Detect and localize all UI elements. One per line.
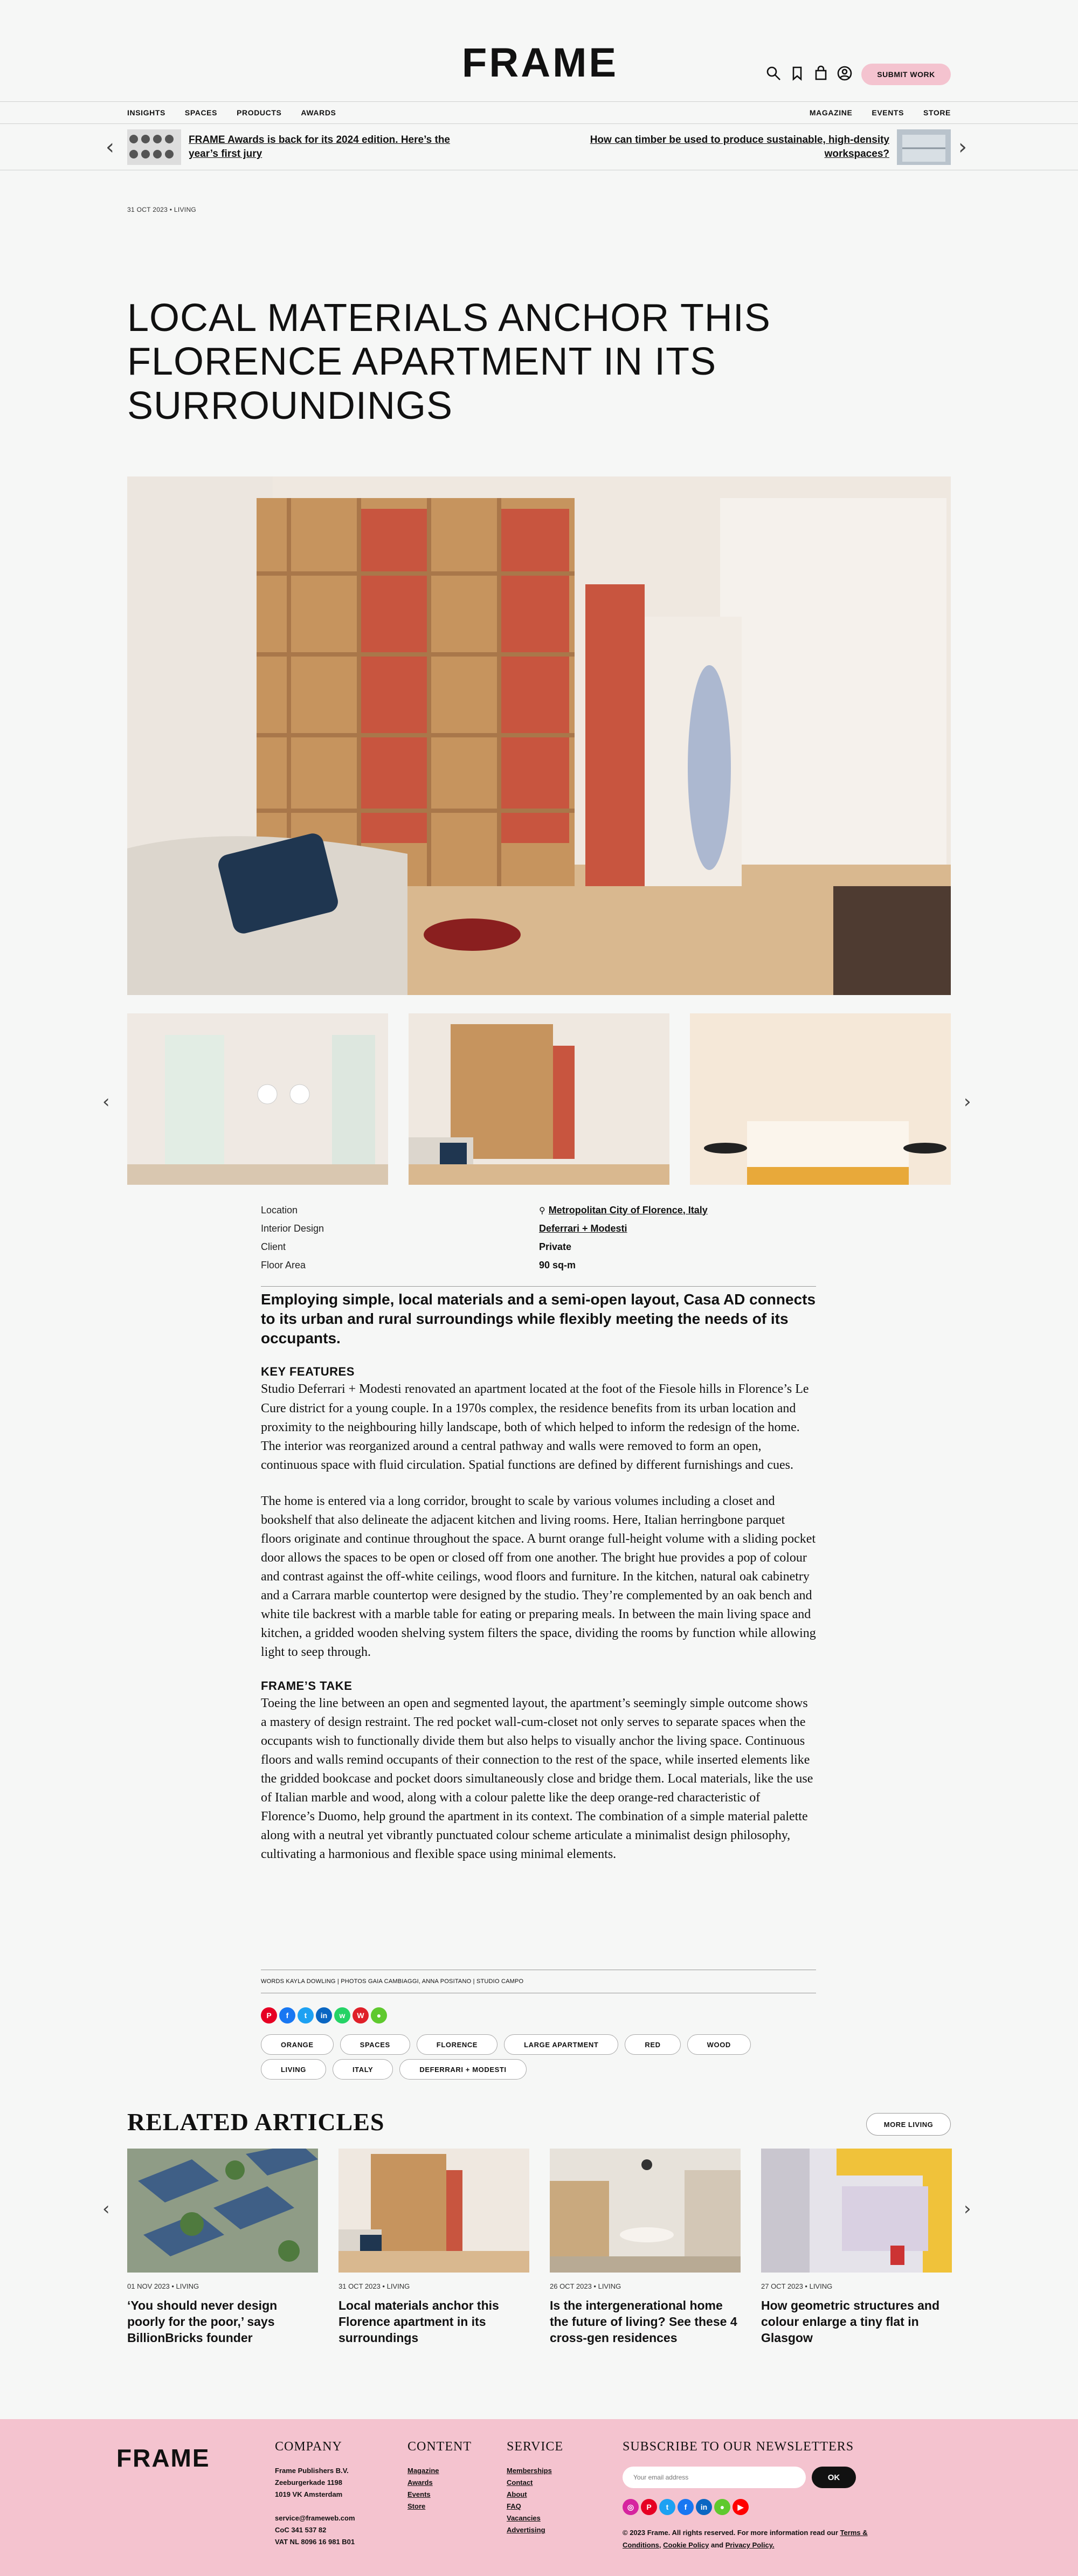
facebook-icon[interactable]: f bbox=[279, 2007, 295, 2023]
svg-text:FRAME: FRAME bbox=[461, 44, 619, 82]
weibo-icon[interactable]: W bbox=[353, 2007, 369, 2023]
article-dateline: 31 OCT 2023 • LIVING bbox=[127, 206, 197, 213]
promo-link-right[interactable]: How can timber be used to produce sustainable, high-density workspaces? bbox=[590, 134, 889, 160]
privacy-link[interactable]: Privacy Policy. bbox=[725, 2540, 775, 2549]
nav-store[interactable]: STORE bbox=[923, 108, 951, 117]
footer-link[interactable]: Awards bbox=[407, 2478, 433, 2487]
main-nav bbox=[0, 101, 1078, 124]
footer-link[interactable]: FAQ bbox=[507, 2502, 521, 2511]
bookmark-icon[interactable] bbox=[789, 65, 805, 81]
chevron-left-icon[interactable]: ‹ bbox=[106, 135, 114, 160]
hero-image bbox=[127, 476, 951, 995]
youtube-icon[interactable]: ▶ bbox=[733, 2499, 749, 2515]
header-icons bbox=[765, 63, 853, 84]
company-line: Zeeburgerkade 1198 bbox=[275, 2478, 343, 2487]
article-credits: WORDS KAYLA DOWLING | PHOTOS GAIA CAMBIAGGI, ANNA POSITANO | STUDIO CAMPO bbox=[261, 1970, 816, 1993]
footer-link[interactable]: About bbox=[507, 2490, 527, 2499]
twitter-icon[interactable]: t bbox=[298, 2007, 314, 2023]
meta-label: Floor Area bbox=[261, 1259, 306, 1270]
related-card[interactable] bbox=[338, 2149, 529, 2346]
promo-item-right[interactable] bbox=[584, 129, 951, 165]
project-meta bbox=[261, 1201, 816, 1274]
footer-rights: © 2023 Frame. All rights reserved. For more information read our Terms & Conditions, Cookie Policy and Privacy Policy. bbox=[623, 2529, 868, 2549]
meta-value: 90 sq-m bbox=[539, 1259, 576, 1270]
promo-item-left[interactable] bbox=[127, 129, 472, 165]
bag-icon[interactable] bbox=[813, 65, 829, 81]
card-date: 26 OCT 2023 • LIVING bbox=[550, 2282, 621, 2290]
gallery-thumbnails[interactable] bbox=[127, 1013, 951, 1185]
nav-awards[interactable]: AWARDS bbox=[301, 108, 336, 117]
pinterest-icon[interactable]: P bbox=[641, 2499, 657, 2515]
tag-chip[interactable]: LIVING bbox=[261, 2059, 326, 2080]
linkedin-icon[interactable]: in bbox=[316, 2007, 332, 2023]
rights-and: and bbox=[711, 2540, 724, 2549]
wechat-icon[interactable]: ● bbox=[371, 2007, 387, 2023]
footer-company bbox=[275, 2440, 355, 2549]
related-card[interactable] bbox=[550, 2149, 741, 2346]
meta-label: Interior Design bbox=[261, 1223, 324, 1234]
twitter-icon[interactable]: t bbox=[659, 2499, 675, 2515]
tag-chip[interactable]: ITALY bbox=[333, 2059, 393, 2080]
nav-spaces[interactable]: SPACES bbox=[184, 108, 218, 117]
card-title[interactable]: Is the intergenerational home the future of living? See these 4 cross-gen residences bbox=[550, 2298, 737, 2345]
article-lede: Employing simple, local materials and a semi-open layout, Casa AD connects to its urban and rural surroundings while flexibly meeting the needs of its occupants. bbox=[261, 1291, 816, 1346]
location-link[interactable]: Metropolitan City of Florence, Italy bbox=[548, 1204, 708, 1216]
footer-heading: CONTENT bbox=[407, 2440, 472, 2454]
share-icons bbox=[261, 2007, 387, 2025]
newsletter-email-input[interactable] bbox=[623, 2467, 806, 2488]
promo-thumbnail bbox=[897, 129, 951, 165]
paragraph: Studio Deferrari + Modesti renovated an apartment located at the foot of the Fiesole hills in Florence’s Le Cure district for a young couple. In a 1970s complex, the residence benefits from its urban location and proximity to the neighbouring hilly landscape, both of which helped to inform the redesign of the home. The interior was reorganized around a central pathway and walls were removed to form an open, continuous space with fluid circulation. Spatial functions are defined by different furnishings and cues. bbox=[261, 1382, 809, 1472]
gallery-prev-icon[interactable]: ‹ bbox=[102, 1091, 110, 1113]
related-prev-icon[interactable]: ‹ bbox=[102, 2198, 110, 2220]
meta-designer bbox=[261, 1219, 816, 1238]
paragraph: The home is entered via a long corridor, brought to scale by various volumes including a closet and bookshelf that also delineate the adjacent kitchen and living rooms. Here, Italian herringbone parquet floors originate and continue throughout the space. A burnt orange full-height volume with a sliding pocket door allows the spaces to be open or closed off from one another. The bright hue provides a pop of colour and contrast against the off-white ceilings, wood floors and furniture. In the kitchen, natural oak cabinetry and a Carrara marble countertop were designed by the studio. They’re complemented by an oak bench and white tile backrest with a marble table for eating or preparing meals. In between the main living space and kitchen, a gridded wooden shelving system filters the space, dividing the rooms by function while allowing light to seep through. bbox=[261, 1494, 816, 1659]
account-icon[interactable] bbox=[837, 65, 853, 81]
section-heading-key-features: KEY FEATURES bbox=[261, 1365, 355, 1379]
card-image bbox=[127, 2149, 318, 2273]
tag-list bbox=[261, 2034, 816, 2080]
facebook-icon[interactable]: f bbox=[678, 2499, 694, 2515]
related-articles bbox=[127, 2149, 951, 2346]
svg-text:FRAME: FRAME bbox=[116, 2446, 210, 2470]
card-image bbox=[338, 2149, 529, 2273]
related-next-icon[interactable]: › bbox=[964, 2198, 971, 2220]
company-line: Frame Publishers B.V. bbox=[275, 2467, 349, 2475]
footer-content bbox=[407, 2440, 472, 2512]
tag-chip[interactable]: DEFERRARI + MODESTI bbox=[399, 2059, 526, 2080]
card-date: 31 OCT 2023 • LIVING bbox=[338, 2282, 410, 2290]
pinterest-icon[interactable]: P bbox=[261, 2007, 277, 2023]
promo-link-left[interactable]: FRAME Awards is back for its 2024 edition. Here’s the year’s first jury bbox=[189, 134, 451, 160]
submit-work-button[interactable]: SUBMIT WORK bbox=[861, 64, 951, 85]
company-line: VAT NL 8096 16 981 B01 bbox=[275, 2538, 355, 2546]
tag-chip[interactable]: ORANGE bbox=[261, 2034, 334, 2055]
card-image bbox=[761, 2149, 952, 2273]
tag-chip[interactable]: LARGE APARTMENT bbox=[504, 2034, 618, 2055]
newsletter-submit-button[interactable]: OK bbox=[812, 2467, 856, 2488]
footer-social-icons bbox=[623, 2499, 749, 2515]
paragraph: Toeing the line between an open and segmented layout, the apartment’s seemingly simple outcome shows a mastery of design restraint. The red pocket wall-cum-closet not only serves to separate spaces when the occupants wish to functionally divide them but also helps to visually anchor the living space. Continuous floors and walls remind occupants of their connection to the rest of the space, while inserted elements like the gridded bookcase and pocket doors simultaneously close and bridge them. Local materials, like the use of Italian marble and wood, along with a colour palette like the deep orange-red characteristic of Florence’s Duomo, help ground the apartment in its context. The combination of a simple material palette along with a neutral yet vibrantly punctuated colour scheme articulate a minimalist design philosophy, cultivating a harmonious and flexible space using minimal elements. bbox=[261, 1696, 813, 1862]
tag-chip[interactable]: SPACES bbox=[340, 2034, 410, 2055]
nav-products[interactable]: PRODUCTS bbox=[237, 108, 282, 117]
related-card[interactable] bbox=[761, 2149, 952, 2346]
promo-strip bbox=[0, 124, 1078, 170]
company-email[interactable]: service@frameweb.com bbox=[275, 2514, 355, 2523]
related-card[interactable] bbox=[127, 2149, 318, 2346]
footer-logo[interactable] bbox=[116, 2446, 216, 2470]
rights-text: © 2023 Frame. All rights reserved. For more information read our bbox=[623, 2529, 838, 2537]
meta-location bbox=[261, 1201, 816, 1219]
newsletter-heading: SUBSCRIBE TO OUR NEWSLETTERS bbox=[623, 2440, 854, 2454]
card-title[interactable]: How geometric structures and colour enlarge a tiny flat in Glasgow bbox=[761, 2298, 940, 2345]
card-title[interactable]: ‘You should never design poorly for the poor,’ says BillionBricks founder bbox=[127, 2298, 278, 2345]
location-pin-icon: ⚲ bbox=[539, 1205, 545, 1216]
meta-value: Private bbox=[539, 1241, 572, 1252]
footer-link[interactable]: Contact bbox=[507, 2478, 533, 2487]
more-living-button[interactable]: MORE LIVING bbox=[866, 2113, 951, 2136]
terms-link[interactable]: Terms & Conditions bbox=[623, 2529, 868, 2549]
section-heading-frames-take: FRAME’S TAKE bbox=[261, 1679, 353, 1693]
company-line bbox=[275, 2501, 355, 2512]
meta-label: Location bbox=[261, 1204, 298, 1216]
card-date: 27 OCT 2023 • LIVING bbox=[761, 2282, 833, 2290]
footer-link[interactable]: Magazine bbox=[407, 2467, 439, 2475]
article-title: LOCAL MATERIALS ANCHOR THIS FLORENCE APARTMENT IN ITS SURROUNDINGS bbox=[127, 296, 771, 427]
footer-service bbox=[507, 2440, 563, 2537]
card-image bbox=[550, 2149, 741, 2273]
meta-floor-area bbox=[261, 1256, 816, 1274]
card-title[interactable]: Local materials anchor this Florence apartment in its surroundings bbox=[338, 2298, 499, 2345]
nav-events[interactable]: EVENTS bbox=[872, 108, 904, 117]
instagram-icon[interactable]: ◎ bbox=[623, 2499, 639, 2515]
footer-heading: SERVICE bbox=[507, 2440, 564, 2454]
company-line: 1019 VK Amsterdam bbox=[275, 2490, 343, 2499]
wechat-icon[interactable]: ● bbox=[714, 2499, 730, 2515]
card-date: 01 NOV 2023 • LIVING bbox=[127, 2282, 199, 2290]
linkedin-icon[interactable]: in bbox=[696, 2499, 712, 2515]
footer-link[interactable]: Advertising bbox=[507, 2526, 545, 2534]
chevron-right-icon[interactable]: › bbox=[958, 135, 967, 160]
tag-chip[interactable]: FLORENCE bbox=[417, 2034, 497, 2055]
designer-link[interactable]: Deferrari + Modesti bbox=[539, 1223, 627, 1234]
tag-chip[interactable]: RED bbox=[625, 2034, 680, 2055]
tag-chip[interactable]: WOOD bbox=[687, 2034, 751, 2055]
nav-insights[interactable]: INSIGHTS bbox=[127, 108, 165, 117]
company-line: CoC 341 537 82 bbox=[275, 2526, 327, 2534]
search-icon[interactable] bbox=[765, 65, 782, 81]
footer-link[interactable]: Events bbox=[407, 2490, 431, 2499]
meta-client bbox=[261, 1238, 816, 1256]
whatsapp-icon[interactable]: w bbox=[334, 2007, 350, 2023]
site-header bbox=[0, 0, 1078, 101]
nav-magazine[interactable]: MAGAZINE bbox=[809, 108, 853, 117]
promo-thumbnail bbox=[127, 129, 181, 165]
footer-link[interactable]: Store bbox=[407, 2502, 426, 2511]
article-body bbox=[261, 1286, 816, 1881]
cookie-link[interactable]: Cookie Policy bbox=[663, 2540, 709, 2549]
footer-link[interactable]: Vacancies bbox=[507, 2514, 541, 2523]
footer-link[interactable]: Memberships bbox=[507, 2467, 552, 2475]
gallery-next-icon[interactable]: › bbox=[964, 1091, 971, 1113]
meta-label: Client bbox=[261, 1241, 286, 1252]
related-heading: RELATED ARTICLES bbox=[127, 2108, 385, 2136]
footer-heading: COMPANY bbox=[275, 2440, 342, 2454]
site-footer bbox=[0, 2419, 1078, 2576]
frame-logo[interactable] bbox=[457, 44, 623, 82]
